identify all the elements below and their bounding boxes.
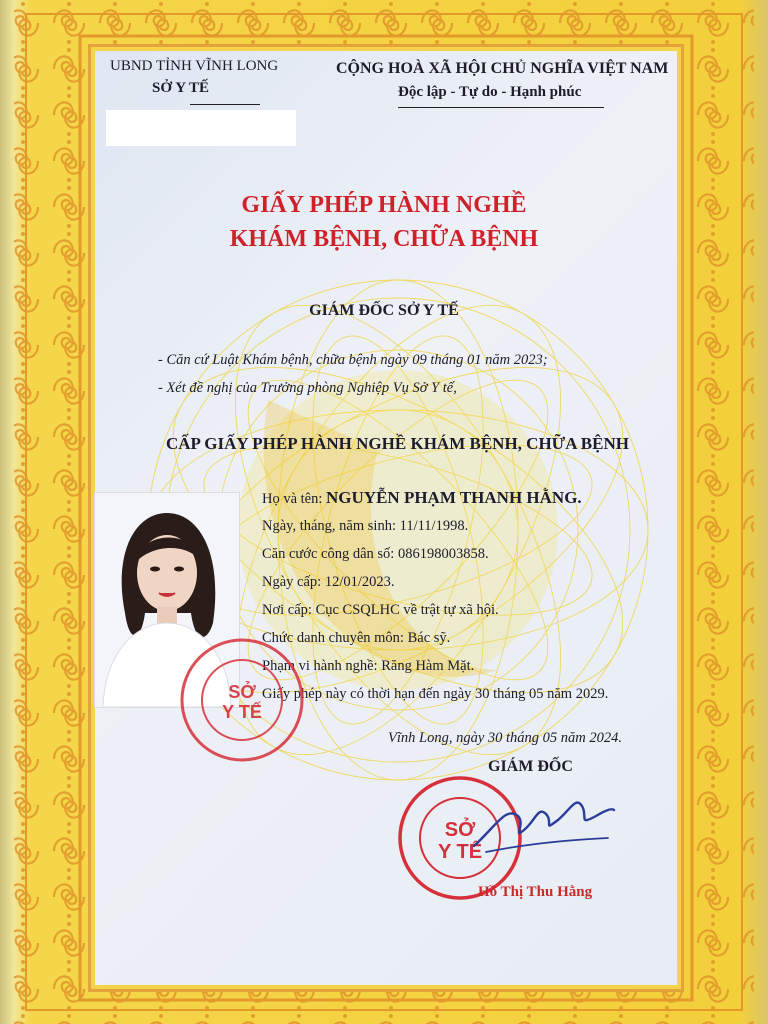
full-name-label: Họ và tên:	[262, 491, 323, 507]
legal-basis-1: - Căn cứ Luật Khám bệnh, chữa bệnh ngày 09 tháng 01 năm 2023;	[158, 352, 548, 368]
official-stamp-line1: SỞ	[444, 819, 476, 841]
field-citizen-id	[262, 546, 489, 563]
field-full-name	[262, 488, 582, 508]
document-title-line2: KHÁM BỆNH, CHỮA BỆNH	[229, 226, 539, 252]
dob-value: 11/11/1998.	[399, 518, 469, 534]
field-date-of-birth	[262, 518, 468, 535]
signer-position: GIÁM ĐỐC	[488, 758, 573, 775]
practice-scope-value: Răng Hàm Mặt.	[381, 658, 475, 674]
issue-place-value: Cục CSQLHC về trật tự xã hội.	[315, 602, 499, 618]
handwritten-signature	[466, 786, 616, 866]
professional-title-label: Chức danh chuyên môn:	[262, 630, 404, 646]
issuing-authority: UBND TỈNH VĨNH LONG	[110, 58, 279, 74]
issuing-department: SỞ Y TẾ	[152, 80, 209, 96]
license-validity: Giấy phép này có thời hạn đến ngày 30 tháng 05 năm 2029.	[262, 686, 609, 702]
full-name-value: NGUYỄN PHẠM THANH HẰNG.	[326, 488, 582, 507]
national-motto: Độc lập - Tự do - Hạnh phúc	[398, 84, 582, 100]
practice-scope-label: Phạm vi hành nghề:	[262, 658, 378, 674]
signing-place-date: Vĩnh Long, ngày 30 tháng 05 năm 2024.	[388, 730, 623, 746]
photo-stamp-line2: Y TẾ	[222, 702, 262, 722]
field-issue-date	[262, 574, 395, 591]
director-heading: GIÁM ĐỐC SỞ Y TẾ	[309, 302, 459, 319]
photo-stamp-line1: SỞ	[228, 682, 256, 702]
document-title-line1: GIẤY PHÉP HÀNH NGHỀ	[241, 192, 527, 218]
redacted-number	[106, 110, 296, 146]
grant-statement: CẤP GIẤY PHÉP HÀNH NGHỀ KHÁM BỆNH, CHỮA BỆNH	[166, 434, 629, 453]
signer-name: Hồ Thị Thu Hằng	[478, 884, 593, 900]
issue-date-value: 12/01/2023.	[324, 574, 395, 590]
country-name: CỘNG HOÀ XÃ HỘI CHỦ NGHĨA VIỆT NAM	[336, 60, 669, 77]
citizen-id-value: 086198003858.	[397, 546, 489, 562]
field-issue-place	[262, 602, 499, 619]
citizen-id-label: Căn cước công dân số:	[262, 546, 395, 562]
photo-stamp	[178, 636, 306, 764]
issue-date-label: Ngày cấp:	[262, 574, 322, 590]
legal-basis-2: - Xét đề nghị của Trưởng phòng Nghiệp Vụ Sở Y tế,	[158, 380, 457, 396]
issue-place-label: Nơi cấp:	[262, 602, 312, 618]
dob-label: Ngày, tháng, năm sinh:	[262, 518, 396, 534]
official-stamp-line2: Y TẾ	[437, 841, 483, 863]
professional-title-value: Bác sỹ.	[407, 630, 451, 646]
header-underline-left	[190, 104, 260, 105]
header-underline-right	[398, 107, 604, 108]
